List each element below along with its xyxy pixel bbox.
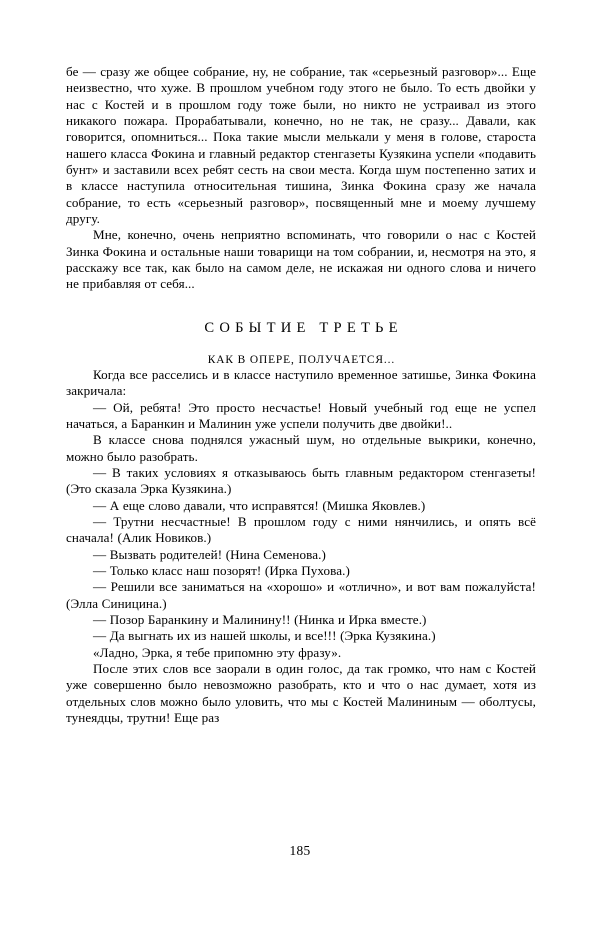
page-number: 185 [289,843,311,858]
section-subtitle: КАК В ОПЕРЕ, ПОЛУЧАЕТСЯ... [207,353,396,366]
paragraph-recollection: Мне, конечно, очень неприятно вспоминать, что говорили о нас с Костей Зинка Фокина и остальные наши товарищи на том собрании, и, несмотря на это, я расскажу все так, как было на самом деле, не искажая ни одного слова и ничего не прибавляя от себя... [66,227,536,292]
inner-thought-line: «Ладно, Эрка, я тебе припомню эту фразу». [93,644,342,660]
dialogue-line: — В таких условиях я отказываюсь быть главным редактором стенгазеты! (Это сказала Эрка Кузякина.) [66,464,536,497]
dialogue-line: — Ой, ребята! Это просто несчастье! Новый учебный год еще не успел начаться, а Баранкин и Малинин уже успели получить две двойки!.. [66,399,536,431]
text-column [66,64,536,726]
narration-line: В классе снова поднялся ужасный шум, но отдельные выкрики, конечно, можно было разобрать. [66,432,536,464]
dialogue-line: — Только класс наш позорят! (Ирка Пухова.) [93,562,350,578]
dialogue-line: — Решили все заниматься на «хорошо» и «отлично», и вот вам пожалуйста! (Элла Синицина.) [66,579,536,611]
dialogue-line: — А еще слово давали, что исправятся! (Мишка Яковлев.) [93,497,426,513]
section-heading-block [66,319,536,367]
dialogue-line: — Да выгнать их из нашей школы, и все!!! (Эрка Кузякина.) [93,628,436,644]
dialogue-line: — Вызвать родителей! (Нина Семенова.) [93,546,326,562]
scene-intro-paragraph: Когда все расселись и в классе наступило временное затишье, Зинка Фокина закричала: [66,366,536,399]
paragraph-continuation: бе — сразу же общее собрание, ну, не собрание, так «серьезный разговор»... Еще неизвестно, что хуже. В прошлом учебном году этого не было. То есть двойки у нас с Костей и в прошлом году тоже были, но никто не устраивал из этого никакого пожара. Прорабатывали, конечно, но не так, не сразу... Давали, как говорится, опомниться... Пока такие мысли мелькали у меня в голове, староста нашего класса Фокина и главный редактор стенгазеты Кузякина успели «подавить бунт» и заставили всех ребят сесть на свои места. Когда шум постепенно затих и в классе наступила относительная тишина, Зинка Фокина сразу же начала собрание, то есть «серьезный разговор», посвященный мне и моему лучшему другу. [66,64,536,227]
closing-paragraph: После этих слов все заорали в один голос, да так громко, что нам с Костей уже совершенно было невозможно разобрать, кто и что о нас думает, хотя из отдельных слов можно было уловить, что мы с Костей Малининым — оболтусы, тунеядцы, трутни! Еще раз [66,661,536,726]
dialogue-line: — Трутни несчастные! В прошлом году с ними нянчились, и опять всё сначала! (Алик Новиков.) [66,513,536,546]
dialogue-line: — Позор Баранкину и Малинину!! (Нинка и Ирка вместе.) [93,611,427,627]
section-title: СОБЫТИЕ ТРЕТЬЕ [204,319,403,336]
